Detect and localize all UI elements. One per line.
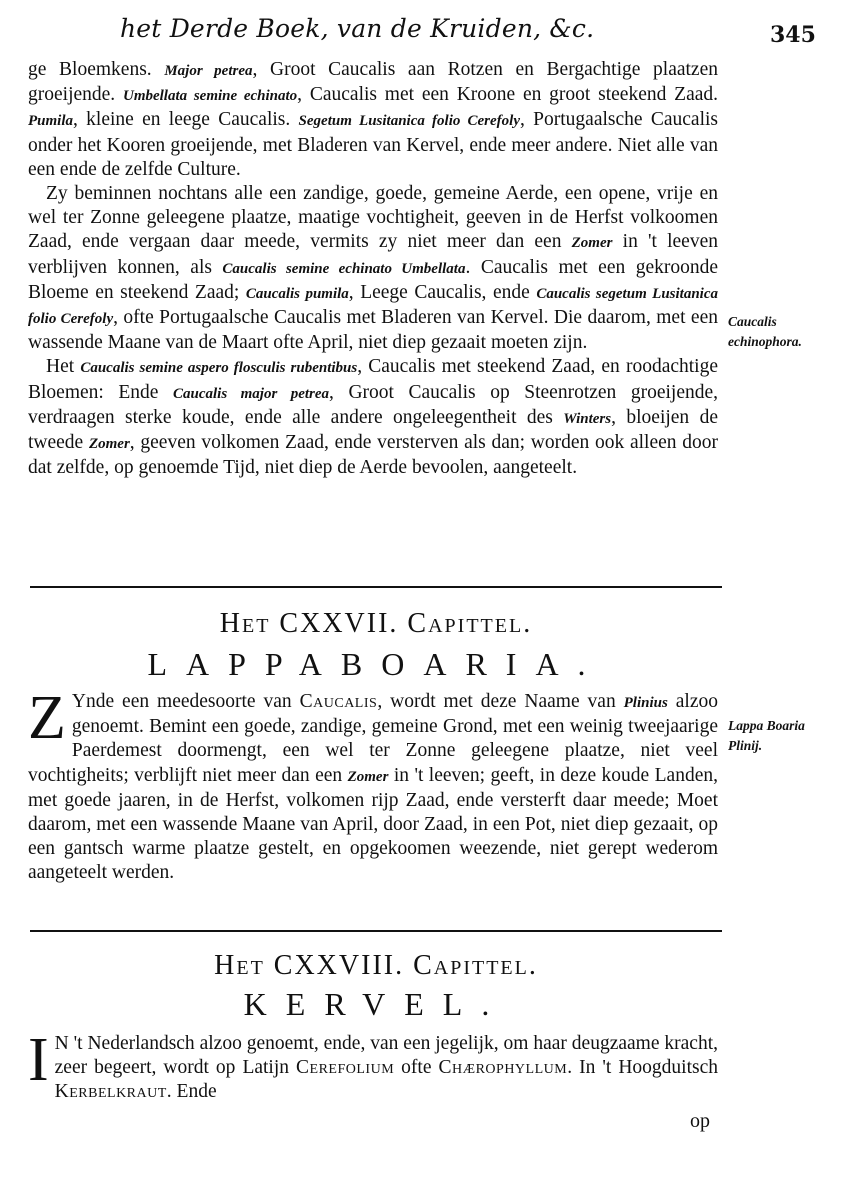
latin-term: Caucalis semine aspero flosculis rubentibus <box>80 360 358 377</box>
latin-term: Caucalis segetum Lusitanica folio Cerefoly <box>28 285 718 328</box>
paragraph-3: Het Caucalis semine aspero flosculis rubentibus, Caucalis met steekend Zaad, en roodachtige Bloemen: Ende Caucalis major petrea, Groot Caucalis op Steenrotzen groeijende, verdraagen sterke koude, ende alle andere ongeleegentheit des Winters, bloeijen de tweede Zomer, geeven volkomen Zaad, ende versterven als dan; worden ook alleen door dat zelfde, op genoemde Tijd, niet diep de Aerde bevoolen, aangeteelt. <box>28 356 719 479</box>
latin-term: Major petrea <box>164 63 253 79</box>
drop-cap: Z <box>28 684 66 752</box>
latin-term: Caucalis semine echinato Umbellata <box>222 260 466 277</box>
section-caucalis-text <box>28 58 718 480</box>
paragraph-lappaboaria: Z Ynde een meedesoorte van Caucalis, wordt met deze Naame van Plinius alzoo genoemt. Bemint een goede, zandige, gemeine Grond, met een weinig tweejaarige Paerdemest doormengt, een wel ter Zonne geleegene plaatze, niet veel vochtigheits; verblijft niet meer dan een Zomer in 't leeven; geeft, in deze koude Landen, met goede jaaren, in de Herfst, volkomen rijp Zaad, ende versterft daar meede; Moet daarom, met een wassende Maane van April, door Zaad, in een Pot, niet diep gezaait, op een gantsch warme plaatze gestelt, en opgekoomen weezende, niet gerept wederom aangeteelt werden. <box>28 684 718 884</box>
latin-term: Zomer <box>571 235 613 252</box>
chapter-128-heading: Het CXXVIII. Capittel. <box>214 950 538 981</box>
page-number: 345 <box>770 22 816 48</box>
latin-term: Winters <box>563 410 612 427</box>
latin-term: Segetum Lusitanica folio Cerefoly <box>298 113 521 130</box>
chapter-128-text <box>28 1026 718 1105</box>
section-divider <box>30 586 722 588</box>
paragraph-1: ge Bloemkens. Major petrea, Groot Caucalis aan Rotzen en Bergachtige plaatzen groeijende. Umbellata semine echinato, Caucalis met een Kroone en groot steekend Zaad. Pumila, kleine en leege Caucalis. Segetum Lusitanica folio Cerefoly, Portugaalsche Caucalis onder het Kooren groeijende, met Bladeren van Kervel, ende meer andere. Niet alle van een ende de zelfde Culture. <box>28 59 719 180</box>
chapter-127-heading: Het CXXVII. Capittel. <box>219 608 533 639</box>
small-caps-term: Cerefolium <box>296 1057 395 1079</box>
latin-term: Plinius <box>623 695 668 711</box>
latin-term: Pumila <box>28 113 74 130</box>
small-caps-term: Kerbelkraut <box>54 1081 167 1103</box>
drop-cap: I <box>28 1026 49 1094</box>
small-caps-term: Chærophyllum <box>438 1057 568 1079</box>
chapter-127-title: LAPPABOARIA. <box>147 646 605 682</box>
margin-note-lappa-boaria: Lappa Boaria Plinij. <box>728 718 805 753</box>
small-caps-term: Caucalis <box>299 691 378 712</box>
running-head: het Derde Boek, van de Kruiden, &c. <box>120 14 595 43</box>
catchword: op <box>690 1110 710 1132</box>
latin-term: Umbellata semine echinato <box>122 88 298 105</box>
latin-term: Zomer <box>88 436 130 453</box>
latin-term: Zomer <box>347 768 389 785</box>
latin-term: Caucalis major petrea <box>173 385 330 402</box>
chapter-127-text <box>28 684 718 886</box>
paragraph-2: Zy beminnen nochtans alle een zandige, goede, gemeine Aerde, een opene, vrije en wel ter Zonne geleegene plaatze, maatige vochtigheit, geeven in de Herfst volkoomen Zaad, ende vergaan daar meede, vermits zy niet meer dan een Zomer in 't leeven verblijven konnen, als Caucalis semine echinato Umbellata. Caucalis met een gekroonde Bloeme en steekend Zaad; Caucalis pumila, Leege Caucalis, ende Caucalis segetum Lusitanica folio Cerefoly, ofte Portugaalsche Caucalis met Bladeren van Kervel. Die daarom, met een wassende Maane van de Maart ofte April, niet diep gezaait moeten zijn. <box>28 183 719 354</box>
latin-term: Caucalis pumila <box>245 285 349 302</box>
chapter-128-title: KERVEL. <box>243 986 509 1022</box>
section-divider <box>30 930 722 932</box>
paragraph-kervel: I N 't Nederlandsch alzoo genoemt, ende, van een jegelijk, om haar deugzaame kracht, zeer begeert, wordt op Latijn Cerefolium ofte Chærophyllum. In 't Hoogduitsch Kerbelkraut. Ende <box>28 1026 718 1103</box>
margin-note-caucalis: Caucalis echinophora. <box>728 314 802 349</box>
